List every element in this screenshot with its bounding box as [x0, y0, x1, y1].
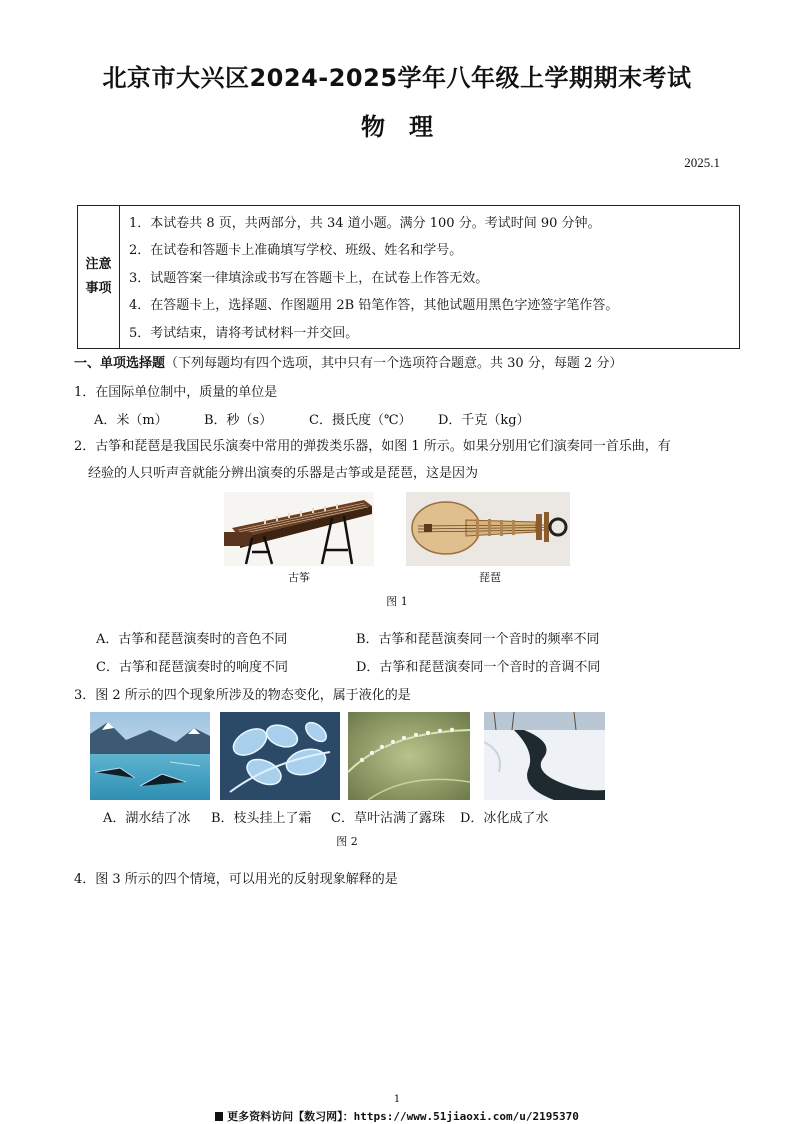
notice-item: 3．试题答案一律填涂或书写在答题卡上，在试卷上作答无效。 — [129, 270, 489, 286]
exam-title: 北京市大兴区2024-2025学年八年级上学期期末考试 — [102, 64, 692, 92]
question-1-stem: 1．在国际单位制中，质量的单位是 — [74, 385, 278, 400]
guzheng-caption: 古筝 — [288, 571, 310, 584]
section-note: （下列每题均有四个选项，其中只有一个选项符合题意。共 30 分，每题 2 分） — [165, 356, 623, 371]
guzheng-image — [224, 492, 374, 566]
frozen-lake-image — [90, 712, 210, 800]
pipa-caption: 琵琶 — [479, 571, 501, 584]
question-2-option-c: C．古筝和琵琶演奏时的响度不同 — [96, 660, 288, 675]
question-3-option-d: D．冰化成了水 — [460, 811, 549, 826]
question-3-option-a: A．湖水结了冰 — [103, 811, 191, 826]
section-heading — [74, 352, 622, 371]
question-3-option-b: B．枝头挂上了霜 — [211, 811, 312, 826]
figure-1-caption: 图 1 — [386, 595, 408, 608]
question-4-stem: 4．图 3 所示的四个情境，可以用光的反射现象解释的是 — [74, 872, 398, 887]
question-1-option-c: C．摄氏度（℃） — [309, 413, 412, 428]
notice-item: 2．在试卷和答题卡上准确填写学校、班级、姓名和学号。 — [129, 243, 463, 259]
question-2-option-b: B．古筝和琵琶演奏同一个音时的频率不同 — [356, 632, 600, 647]
footer-link[interactable] — [0, 1108, 794, 1124]
pipa-image — [406, 492, 570, 566]
notice-item: 4．在答题卡上，选择题、作图题用 2B 铅笔作答，其他试题用黑色字迹签字笔作答。 — [129, 298, 619, 314]
page-number: 1 — [393, 1094, 401, 1105]
question-2-option-d: D．古筝和琵琶演奏同一个音时的音调不同 — [356, 660, 601, 675]
notice-label-line2: 事项 — [85, 281, 112, 296]
flag-icon — [215, 1112, 223, 1121]
notice-item: 5．考试结束，请将考试材料一并交回。 — [129, 325, 359, 341]
notice-label-line1: 注意 — [85, 257, 112, 272]
question-3-stem: 3．图 2 所示的四个现象所涉及的物态变化，属于液化的是 — [74, 688, 411, 703]
notice-item: 1．本试卷共 8 页，共两部分，共 34 道小题。满分 100 分。考试时间 90 分钟。 — [129, 216, 601, 231]
notice-label — [78, 206, 120, 348]
section-title: 一、单项选择题 — [74, 356, 166, 371]
question-1-option-d: D．千克（kg） — [438, 413, 530, 428]
figure-2-caption: 图 2 — [336, 835, 358, 848]
question-1-option-a: A．米（m） — [94, 413, 168, 428]
question-2-stem-line2: 经验的人只听声音就能分辨出演奏的乐器是古筝或是琵琶，这是因为 — [88, 466, 479, 481]
notice-box — [77, 205, 740, 349]
question-3-option-c: C．草叶沾满了露珠 — [331, 811, 445, 826]
question-2-option-a: A．古筝和琵琶演奏时的音色不同 — [96, 632, 288, 647]
question-2-stem-line1: 2．古筝和琵琶是我国民乐演奏中常用的弹拨类乐器，如图 1 所示。如果分别用它们演奏同一首乐曲，有 — [74, 439, 671, 454]
notice-items — [129, 210, 735, 347]
exam-date: 2025.1 — [684, 155, 720, 170]
subject-title: 物 理 — [361, 113, 433, 141]
frost-leaves-image — [220, 712, 340, 800]
question-1-option-b: B．秒（s） — [204, 413, 273, 428]
footer-link-text[interactable]: 更多资料访问【数习网】：https://www.51jiaoxi.com/u/2195370 — [227, 1110, 579, 1123]
melting-ice-image — [484, 712, 605, 800]
dew-grass-image — [348, 712, 470, 800]
